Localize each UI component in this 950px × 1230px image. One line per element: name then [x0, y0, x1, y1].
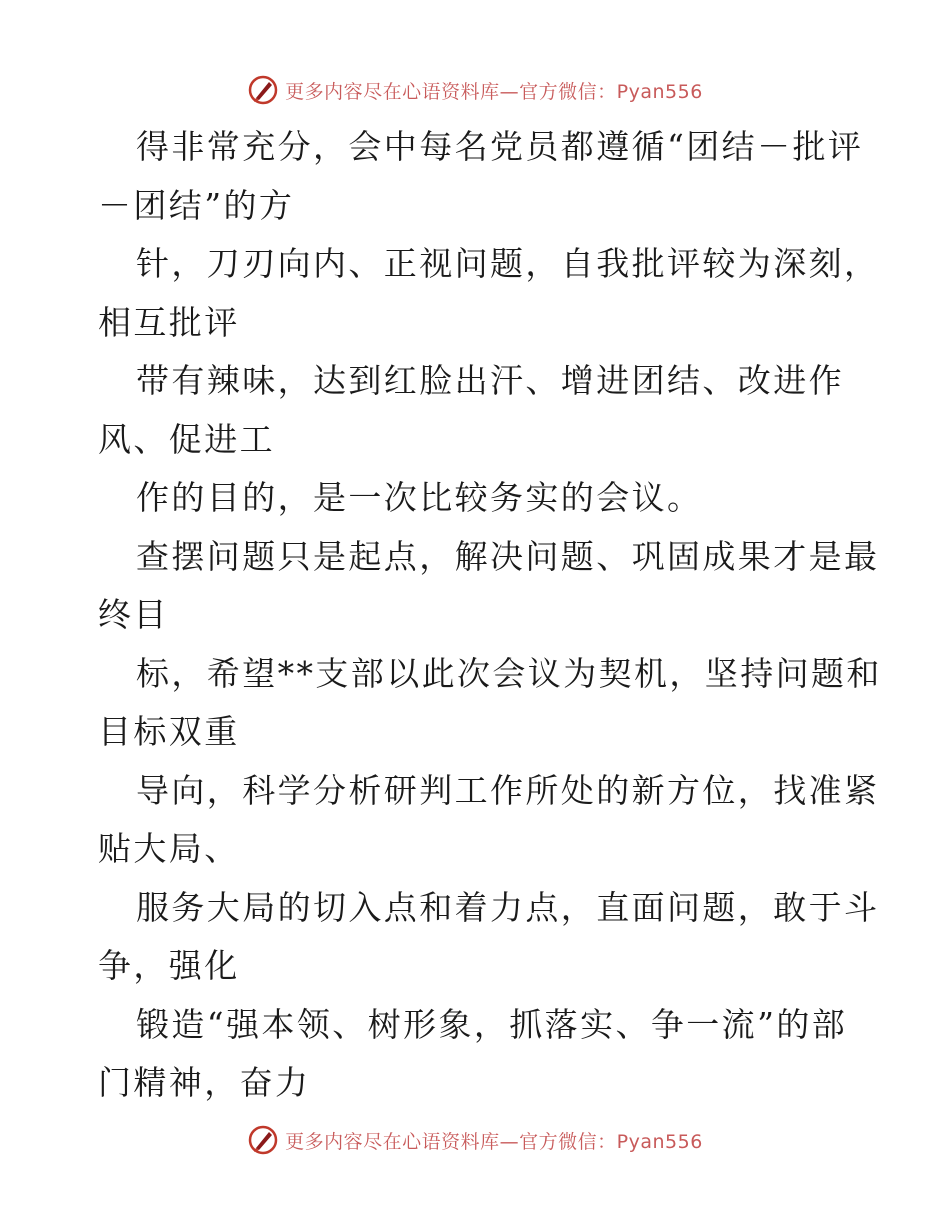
quill-pen-logo-icon: [247, 1124, 279, 1156]
body-line: 作的目的，是一次比较务实的会议。: [136, 478, 703, 517]
body-line: 相互批评: [98, 302, 240, 342]
body-line: 针，刀刃向内、正视问题，自我批评较为深刻，: [136, 244, 880, 283]
body-line: 导向，科学分析研判工作所处的新方位，找准紧: [136, 770, 880, 810]
body-line: 目标双重: [98, 712, 240, 751]
footer-banner: [0, 1120, 950, 1160]
body-line: 锻造“强本领、树形象，抓落实、争一流”的部: [136, 1004, 848, 1044]
body-line: 标，希望**支部以此次会议为契机，坚持问题和: [136, 653, 882, 693]
body-line: 风、促进工: [98, 419, 275, 459]
body-line: 带有辣味，达到红脸出汗、增进团结、改进作: [136, 361, 844, 400]
document-body: [98, 118, 882, 1113]
footer-banner-text: 更多内容尽在心语资料库—官方微信：Pyan556: [285, 1130, 703, 1153]
header-banner: [0, 70, 950, 110]
body-line: 服务大局的切入点和着力点，直面问题，敢于斗: [136, 887, 880, 927]
body-line: －团结”的方: [98, 185, 295, 225]
quill-pen-logo-icon: [247, 74, 279, 106]
header-banner-text: 更多内容尽在心语资料库—官方微信：Pyan556: [285, 80, 703, 103]
body-line: 查摆问题只是起点，解决问题、巩固成果才是最: [136, 536, 880, 576]
body-line: 争，强化: [98, 946, 240, 985]
body-line: 门精神，奋力: [98, 1063, 311, 1102]
body-line: 终目: [98, 595, 169, 634]
body-line: 得非常充分，会中每名党员都遵循“团结－批评: [136, 127, 864, 166]
body-line: 贴大局、: [98, 829, 240, 868]
